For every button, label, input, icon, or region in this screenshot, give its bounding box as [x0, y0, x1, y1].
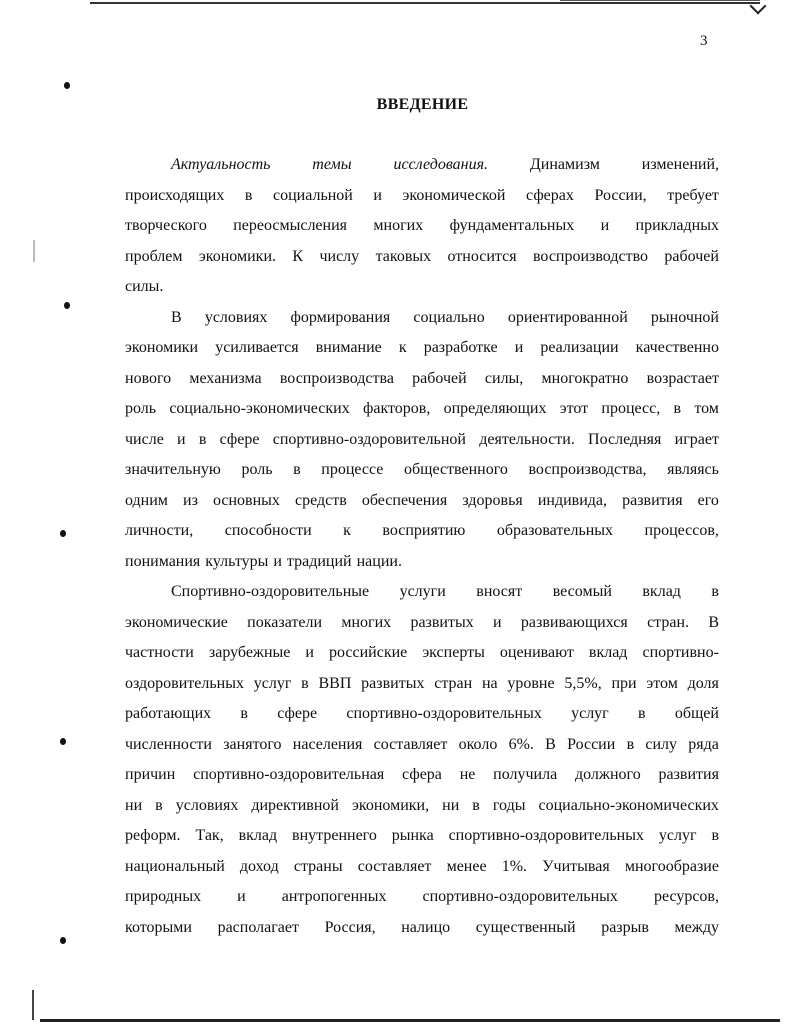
- word: способности: [224, 522, 312, 539]
- text-line: [125, 699, 719, 730]
- punch-hole-mark: [64, 302, 70, 309]
- paragraph: [125, 303, 719, 578]
- scan-border-left: [32, 990, 34, 1020]
- word: в: [155, 796, 163, 814]
- word: многих: [341, 613, 392, 631]
- word: традиций: [286, 552, 352, 570]
- word: Динамизм: [529, 156, 600, 173]
- punch-hole-mark: [60, 738, 66, 745]
- word: оценивают: [499, 644, 574, 661]
- text-line: [125, 486, 719, 517]
- word: России: [567, 735, 616, 753]
- text-line: [125, 577, 719, 608]
- word: являясь: [667, 461, 719, 478]
- word: ни: [125, 796, 143, 814]
- word: вклад: [238, 827, 278, 844]
- word: разработке: [423, 339, 498, 356]
- word: его: [697, 491, 719, 509]
- word: силу: [645, 735, 678, 753]
- word: спортивно-оздоровительной: [272, 430, 466, 448]
- word: работающих: [125, 705, 212, 722]
- word: природных: [125, 888, 202, 905]
- word: фундаментальных: [449, 217, 575, 234]
- word: спортивно-: [642, 644, 719, 661]
- word: средств: [295, 491, 347, 509]
- word: услуг: [253, 674, 292, 692]
- word: получила: [493, 766, 558, 783]
- word: ни: [442, 796, 460, 814]
- word: между: [674, 918, 719, 936]
- word: прикладных: [635, 217, 719, 234]
- word: существенный: [475, 918, 576, 936]
- word: обеспечения: [361, 491, 448, 509]
- word: числе: [125, 430, 164, 448]
- word: восприятию: [382, 522, 466, 539]
- word: воспроизводства,: [528, 461, 647, 478]
- word: нового: [125, 369, 172, 387]
- text-line: [125, 608, 719, 639]
- word: ряда: [688, 735, 719, 753]
- word: в: [301, 674, 309, 692]
- word: рабочей: [412, 369, 467, 387]
- word: Россия,: [324, 918, 376, 936]
- word: общей: [674, 705, 719, 722]
- paragraph: [125, 150, 719, 303]
- text-line: [125, 760, 719, 791]
- scan-border-top: [90, 2, 760, 4]
- word: составляет: [357, 857, 432, 875]
- word: исследования.: [393, 156, 489, 173]
- word: и: [514, 339, 524, 356]
- word: должного: [575, 766, 641, 783]
- word: которыми: [125, 918, 192, 936]
- word: многих: [373, 217, 424, 234]
- word: воспроизводство: [532, 247, 649, 265]
- word: условиях: [175, 796, 239, 814]
- word: стран.: [647, 613, 690, 631]
- word: экономики,: [351, 796, 430, 814]
- text-line: [125, 669, 719, 700]
- word: причин: [125, 766, 176, 783]
- word: в: [240, 705, 248, 722]
- word: директивной: [251, 796, 339, 814]
- word: экономики.: [198, 247, 277, 265]
- word: вклад: [642, 583, 681, 600]
- word: спортивно-оздоровительных: [346, 705, 542, 722]
- word: Актуальность: [171, 156, 271, 173]
- text-line: [125, 150, 719, 181]
- word: том: [694, 400, 719, 417]
- word: происходящих: [125, 186, 225, 204]
- word: творческого: [125, 217, 207, 234]
- word: требует: [667, 186, 719, 204]
- scan-border-top-secondary: [560, 0, 760, 1]
- word: в: [638, 705, 646, 722]
- word: в: [626, 735, 635, 753]
- text-line: [125, 821, 719, 852]
- text-line: [125, 181, 719, 212]
- text-line: [125, 516, 719, 547]
- word: культуры: [205, 552, 269, 570]
- word: зарубежные: [208, 644, 291, 661]
- word: на: [481, 674, 498, 692]
- word: развитых: [361, 674, 425, 692]
- word: менее: [446, 857, 487, 875]
- word: стран: [434, 674, 473, 692]
- word: В: [708, 613, 719, 631]
- text-line: [125, 394, 719, 425]
- word: сфере: [277, 705, 318, 722]
- word: общественного: [403, 461, 508, 478]
- word: не: [459, 766, 476, 783]
- word: спортивно-оздоровительная: [193, 766, 385, 783]
- word: антропогенных: [281, 888, 387, 905]
- text-line: [125, 882, 719, 913]
- word: силы,: [484, 369, 524, 387]
- word: проблем: [125, 247, 183, 265]
- word: доход: [239, 857, 279, 875]
- word: услуг: [571, 705, 609, 722]
- text-line: [125, 425, 719, 456]
- word: этом: [646, 674, 678, 692]
- word: социально: [413, 308, 485, 326]
- word: развития: [658, 766, 719, 783]
- word: внутреннего: [292, 827, 377, 844]
- word: около: [458, 735, 498, 753]
- punch-hole-mark: [60, 530, 66, 537]
- word: нации.: [356, 552, 402, 570]
- word: социально-экономических: [538, 796, 719, 814]
- word: формирования: [290, 308, 391, 326]
- word: спортивно-оздоровительных: [448, 827, 644, 844]
- word: и: [493, 613, 502, 631]
- word: в: [293, 461, 301, 478]
- word: 5,5%,: [564, 674, 602, 692]
- word: уровне: [507, 674, 555, 692]
- scan-border-bottom: [40, 1019, 780, 1022]
- text-line: [125, 333, 719, 364]
- word: 6%.: [508, 735, 534, 753]
- section-heading: ВВЕДЕНИЕ: [376, 96, 469, 113]
- word: играет: [674, 430, 719, 448]
- word: развития: [622, 491, 683, 509]
- word: определяющих: [443, 400, 547, 417]
- word: переосмысления: [233, 217, 348, 234]
- word: располагает: [217, 918, 299, 936]
- word: эксперты: [422, 644, 485, 661]
- word: процессе: [321, 461, 384, 478]
- word: воспроизводства: [279, 369, 394, 387]
- text-line: [125, 364, 719, 395]
- word: качественно: [635, 339, 719, 356]
- punch-hole-mark: [60, 937, 66, 944]
- word: сфера: [402, 766, 442, 783]
- word: понимания: [125, 552, 201, 570]
- text-line: [125, 730, 719, 761]
- word: относится: [447, 247, 517, 265]
- word: условиях: [204, 308, 268, 326]
- word: при: [611, 674, 637, 692]
- text-line: [125, 791, 719, 822]
- word: Учитывая: [542, 857, 610, 875]
- word: и: [600, 217, 610, 234]
- word: развитых: [410, 613, 474, 631]
- word: одним: [125, 491, 168, 509]
- word: услуг: [658, 827, 697, 844]
- word: Последняя: [588, 430, 662, 448]
- word: и: [177, 430, 186, 448]
- word: В: [171, 308, 182, 326]
- word: в: [711, 827, 719, 844]
- word: рыночной: [650, 308, 719, 326]
- word: реформ.: [125, 827, 181, 844]
- word: силы.: [125, 278, 164, 295]
- word: экономические: [125, 613, 228, 631]
- word: внимание: [315, 339, 382, 356]
- word: российские: [329, 644, 408, 661]
- word: роль: [125, 400, 157, 417]
- word: Так,: [195, 827, 224, 844]
- word: разрыв: [601, 918, 649, 936]
- word: национальный: [125, 857, 225, 875]
- word: услуги: [399, 583, 446, 600]
- word: России,: [594, 186, 647, 204]
- word: факторов,: [362, 400, 431, 417]
- word: населения: [292, 735, 363, 753]
- word: значительную: [125, 461, 221, 478]
- word: К: [292, 247, 304, 265]
- word: в: [472, 796, 480, 814]
- word: В: [545, 735, 556, 753]
- word: оздоровительных: [125, 674, 244, 692]
- text-line: [125, 638, 719, 669]
- word: в: [673, 400, 682, 417]
- scan-mark-left: [33, 240, 35, 262]
- word: и: [273, 552, 282, 570]
- word: составляет: [373, 735, 448, 753]
- page-number: 3: [700, 33, 708, 49]
- word: в: [198, 430, 207, 448]
- word: темы: [312, 156, 352, 173]
- word: вносят: [476, 583, 523, 600]
- word: рабочей: [664, 247, 719, 265]
- word: процессов,: [644, 522, 719, 539]
- word: частности: [125, 644, 194, 661]
- word: реализации: [540, 339, 619, 356]
- word: ресурсов,: [653, 888, 719, 905]
- word: роль: [241, 461, 273, 478]
- word: рынка: [391, 827, 434, 844]
- word: численности: [125, 735, 212, 753]
- punch-hole-mark: [64, 82, 70, 89]
- word: деятельности.: [479, 430, 575, 448]
- word: из: [183, 491, 198, 509]
- word: и: [305, 644, 314, 661]
- word: индивида,: [537, 491, 608, 509]
- text-line: [125, 547, 719, 578]
- word: образовательных: [496, 522, 614, 539]
- word: механизма: [189, 369, 262, 387]
- text-line: [125, 242, 719, 273]
- word: и: [373, 186, 382, 204]
- word: налицо: [401, 918, 451, 936]
- word: вклад: [588, 644, 628, 661]
- word: экономики: [125, 339, 199, 356]
- text-line: [125, 455, 719, 486]
- word: показатели: [247, 613, 323, 631]
- word: занятого: [223, 735, 282, 753]
- paragraph: [125, 577, 719, 943]
- word: основных: [212, 491, 280, 509]
- word: годы: [492, 796, 526, 814]
- word: Спортивно-оздоровительные: [171, 583, 370, 600]
- word: страны: [293, 857, 343, 875]
- word: развивающихся: [520, 613, 628, 631]
- word: ориентированной: [507, 308, 628, 326]
- word: личности,: [125, 522, 194, 539]
- word: таковых: [375, 247, 432, 265]
- word: сферах: [526, 186, 574, 204]
- word: социальной: [272, 186, 353, 204]
- text-line: [125, 211, 719, 242]
- word: многообразие: [624, 857, 719, 875]
- word: в: [711, 583, 719, 600]
- word: спортивно-оздоровительных: [422, 888, 618, 905]
- word: к: [343, 522, 351, 539]
- word: процесс,: [601, 400, 661, 417]
- word: изменений,: [641, 156, 719, 173]
- text-line: [125, 913, 719, 944]
- word: 1%.: [501, 857, 528, 875]
- body-text: [125, 150, 719, 943]
- word: в: [244, 186, 253, 204]
- scan-corner-mark: [750, 0, 767, 14]
- word: многократно: [541, 369, 629, 387]
- word: к: [398, 339, 407, 356]
- word: возрастает: [646, 369, 719, 387]
- word: доля: [687, 674, 719, 692]
- word: экономической: [402, 186, 506, 204]
- word: ВВП: [318, 674, 352, 692]
- word: социально-экономических: [169, 400, 350, 417]
- word: числу: [319, 247, 360, 265]
- word: этот: [559, 400, 589, 417]
- text-line: [125, 272, 719, 303]
- word: усиливается: [215, 339, 299, 356]
- text-line: [125, 852, 719, 883]
- word: и: [237, 888, 246, 905]
- word: сфере: [219, 430, 260, 448]
- text-line: [125, 303, 719, 334]
- word: здоровья: [462, 491, 523, 509]
- word: весомый: [552, 583, 612, 600]
